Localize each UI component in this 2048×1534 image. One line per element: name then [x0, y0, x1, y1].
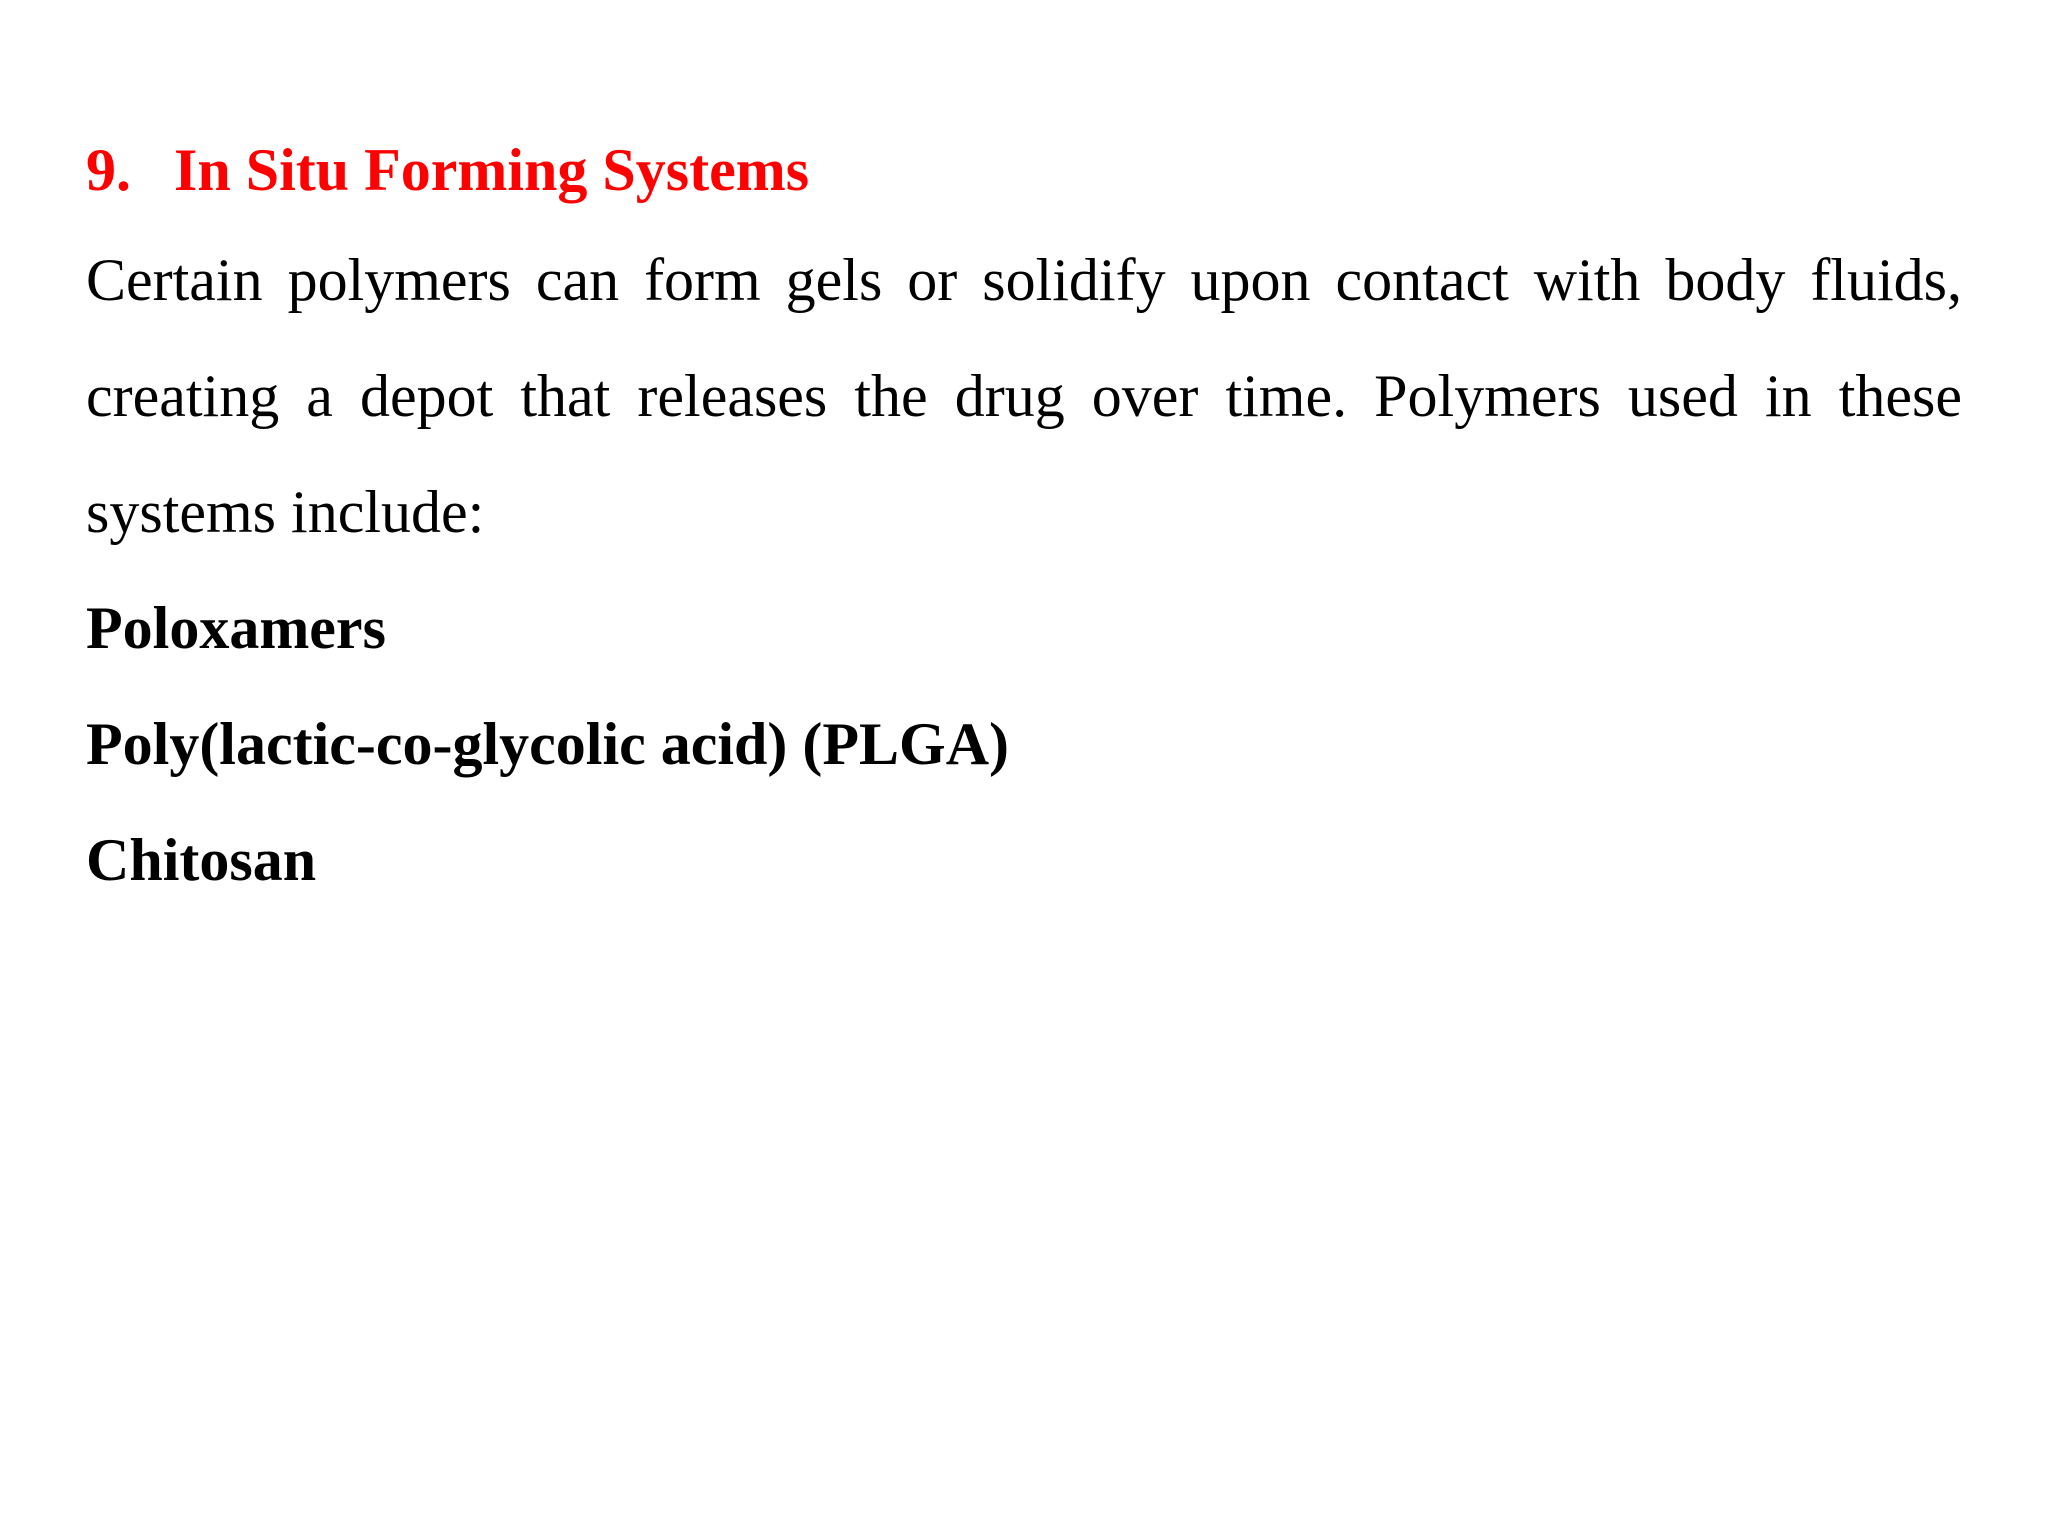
section-paragraph: Certain polymers can form gels or solidify upon contact with body fluids, creating a depot that releases the drug over time. Polymers used in these systems include:: [86, 247, 1962, 545]
polymer-list: [86, 570, 1962, 918]
section-number: 9.: [86, 137, 131, 203]
section-content: [86, 118, 1962, 918]
polymer-item-plga: Poly(lactic-co-glycolic acid) (PLGA): [86, 711, 1010, 777]
section-heading: [86, 118, 1962, 222]
section-title: In Situ Forming Systems: [174, 137, 810, 203]
polymer-item-chitosan: Chitosan: [86, 827, 317, 893]
polymer-item-poloxamers: Poloxamers: [86, 595, 386, 661]
